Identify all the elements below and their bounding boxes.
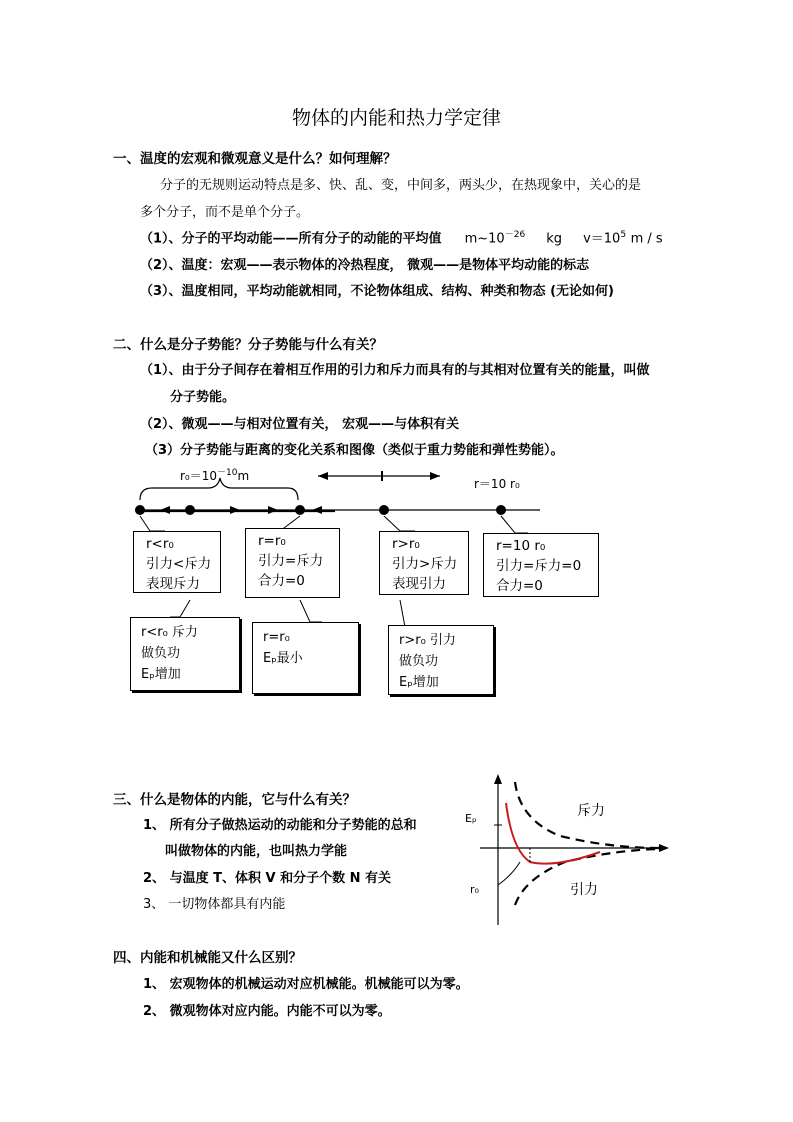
section-1-heading: 一、温度的宏观和微观意义是什么？如何理解？ (113, 151, 397, 167)
section-1-item-1-text: （1）、分子的平均动能——所有分子的动能的平均值 (140, 231, 442, 247)
section-4-item-2: 2、 微观物体对应内能。内能不可以为零。 (143, 1004, 391, 1019)
callout-box-r-equal: r=r₀ 引力=斥力 合力=0 (245, 528, 340, 598)
graph-repulsion-label: 斥力 (577, 803, 605, 819)
graph-attraction-label: 引力 (570, 882, 598, 898)
section-1-item-3: （3）、温度相同，平均动能就相同，不论物体组成、结构、种类和物态 (无论如何) (140, 284, 614, 299)
work-box-attraction: r>r₀ 引力 做负功 Eₚ增加 (388, 625, 494, 695)
section-2-item-1-line1: （1）、由于分子间存在着相互作用的引力和斥力而具有的与其相对位置有关的能量，叫做 (140, 363, 650, 378)
velocity-exponent: 5 (620, 230, 627, 240)
page-title: 物体的内能和热力学定律 (291, 107, 501, 129)
velocity-value: v＝10 (583, 231, 621, 247)
r0-value-label: $r_0=10^{-10}m$ (180, 468, 250, 483)
r10-label: r＝10 r₀ (474, 477, 520, 491)
graph-ep-label: Eₚ (465, 812, 477, 825)
mass-exponent: －26 (504, 230, 526, 240)
section-1-paragraph-line2: 多个分子，而不是单个分子。 (140, 205, 310, 220)
work-box-repulsion: r<r₀ 斥力 做负功 Eₚ增加 (130, 617, 240, 691)
section-3-heading: 三、什么是物体的内能，它与什么有关？ (113, 792, 356, 808)
section-2-item-3: （3）分子势能与距离的变化关系和图像（类似于重力势能和弹性势能）。 (145, 443, 564, 458)
mass-unit: kg (546, 231, 563, 247)
graph-r0-label: r₀ (470, 883, 479, 896)
callout-box-r-greater: r>r₀ 引力>斥力 表现引力 (379, 531, 469, 595)
callout-box-r-10r0: r=10 r₀ 引力=斥力=0 合力=0 (483, 533, 599, 597)
section-1-paragraph-line1: 分子的无规则运动特点是多、快、乱、变，中间多，两头少，在热现象中，关心的是 (160, 178, 642, 193)
section-2-heading: 二、什么是分子势能？分子势能与什么有关？ (113, 337, 383, 353)
section-4-heading: 四、内能和机械能又什么区别？ (113, 950, 302, 966)
work-box-minimum: r=r₀ Eₚ最小 (252, 622, 359, 694)
section-3-item-3: 3、 一切物体都具有内能 (143, 897, 286, 912)
section-2-item-2: （2）、微观——与相对位置有关， 宏观——与体积有关 (140, 417, 460, 432)
callout-box-r-less: r<r₀ 引力<斥力 表现斥力 (133, 531, 221, 593)
section-3-item-2: 2、 与温度 T、体积 V 和分子个数 N 有关 (143, 871, 392, 886)
section-4-item-1: 1、 宏观物体的机械运动对应机械能。机械能可以为零。 (143, 977, 469, 992)
section-1-item-2: （2）、温度：宏观——表示物体的冷热程度， 微观——是物体平均动能的标志 (140, 258, 590, 273)
section-3-item-1-line1: 1、 所有分子做热运动的动能和分子势能的总和 (143, 818, 417, 833)
section-2-item-1-line2: 分子势能。 (170, 390, 236, 405)
section-3-item-1-line2: 叫做物体的内能，也叫热力学能 (165, 844, 348, 859)
mass-value: m~10 (464, 231, 505, 247)
velocity-unit: m / s (630, 231, 663, 247)
